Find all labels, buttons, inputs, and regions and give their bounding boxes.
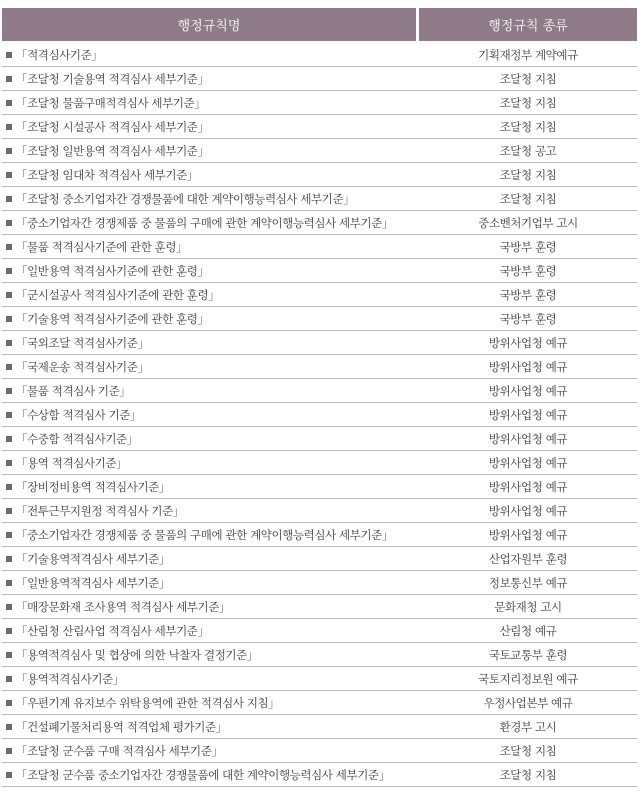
table-row	[2, 163, 637, 187]
regulation-name-cell	[2, 47, 419, 63]
square-bullet-icon	[6, 268, 12, 274]
table-row	[2, 451, 637, 475]
regulation-name: 「우편기계 유지보수 위탁용역에 관한 적격심사 지침」	[16, 695, 280, 710]
square-bullet-icon	[6, 52, 12, 58]
regulation-type: 우정사업본부 예규	[483, 695, 573, 710]
regulation-name: 「조달청 기술용역 적격심사 세부기준」	[16, 71, 209, 86]
regulation-name: 「국제운송 적격심사기준」	[16, 359, 149, 374]
regulation-name: 「일반용역적격심사 세부기준」	[16, 575, 170, 590]
regulation-name-cell	[2, 335, 419, 351]
regulation-name-cell	[2, 455, 419, 471]
regulation-type: 중소벤처기업부 고시	[478, 215, 578, 230]
regulation-type: 국방부 훈령	[499, 311, 557, 326]
square-bullet-icon	[6, 628, 12, 634]
table-row	[2, 283, 637, 307]
table-row	[2, 403, 637, 427]
regulation-name: 「용역적격심사 및 협상에 의한 낙찰자 결정기준」	[16, 647, 258, 662]
regulation-name-cell	[2, 383, 419, 399]
square-bullet-icon	[6, 484, 12, 490]
regulation-type: 산업자원부 훈령	[488, 551, 568, 566]
regulation-name: 「조달청 군수품 중소기업자간 경쟁물품에 대한 계약이행능력심사 세부기준」	[16, 767, 390, 782]
regulation-type: 조달청 지침	[499, 71, 557, 86]
regulation-type: 환경부 고시	[499, 719, 557, 734]
regulation-name: 「적격심사기준」	[16, 47, 103, 62]
table-row	[2, 427, 637, 451]
table-row	[2, 475, 637, 499]
square-bullet-icon	[6, 196, 12, 202]
regulation-name: 「수상함 적격심사 기준」	[16, 407, 142, 422]
table-row	[2, 739, 637, 763]
table-row	[2, 91, 637, 115]
table-row	[2, 43, 637, 67]
square-bullet-icon	[6, 148, 12, 154]
regulation-name-cell	[2, 215, 419, 231]
regulation-type: 방위사업청 예규	[488, 383, 568, 398]
regulation-name: 「조달청 군수품 구매 적격심사 세부기준」	[16, 743, 223, 758]
regulation-type: 방위사업청 예규	[488, 479, 568, 494]
regulation-type: 방위사업청 예규	[488, 431, 568, 446]
regulation-name: 「전투근무지원정 적격심사 기준」	[16, 503, 184, 518]
regulation-type: 조달청 지침	[499, 743, 557, 758]
table-row	[2, 139, 637, 163]
table-row	[2, 571, 637, 595]
square-bullet-icon	[6, 292, 12, 298]
regulation-type: 문화재청 고시	[494, 599, 562, 614]
regulation-name-cell	[2, 719, 419, 735]
regulation-name-cell	[2, 167, 419, 183]
regulation-name-cell	[2, 239, 419, 255]
regulation-name: 「조달청 시설공사 적격심사 세부기준」	[16, 119, 209, 134]
regulation-type: 국방부 훈령	[499, 263, 557, 278]
regulation-name-cell	[2, 623, 419, 639]
regulation-name-cell	[2, 503, 419, 519]
square-bullet-icon	[6, 412, 12, 418]
regulation-type: 국토지리정보원 예규	[478, 671, 578, 686]
square-bullet-icon	[6, 724, 12, 730]
regulation-type: 조달청 공고	[499, 143, 557, 158]
square-bullet-icon	[6, 652, 12, 658]
regulation-type: 조달청 지침	[499, 767, 557, 782]
table-body	[2, 43, 637, 787]
table-row	[2, 307, 637, 331]
table-row	[2, 331, 637, 355]
regulation-name-cell	[2, 575, 419, 591]
regulation-type: 조달청 지침	[499, 167, 557, 182]
table-row	[2, 547, 637, 571]
table-row	[2, 715, 637, 739]
regulation-name: 「기술용역 적격심사기준에 관한 훈령」	[16, 311, 209, 326]
square-bullet-icon	[6, 100, 12, 106]
regulation-type: 조달청 지침	[499, 95, 557, 110]
regulation-name: 「물품 적격심사기준에 관한 훈령」	[16, 239, 188, 254]
regulation-name-cell	[2, 263, 419, 279]
regulation-name-cell	[2, 119, 419, 135]
regulation-name: 「국외조달 적격심사기준」	[16, 335, 149, 350]
regulation-name: 「조달청 물품구매적격심사 세부기준」	[16, 95, 206, 110]
regulation-name: 「기술용역적격심사 세부기준」	[16, 551, 170, 566]
square-bullet-icon	[6, 364, 12, 370]
regulation-type: 정보통신부 예규	[488, 575, 568, 590]
regulation-type: 기획재정부 계약예규	[478, 47, 578, 62]
regulation-name-cell	[2, 143, 419, 159]
regulation-type: 국토교통부 훈령	[488, 647, 568, 662]
regulation-name: 「수중함 적격심사기준」	[16, 431, 138, 446]
regulation-name: 「조달청 일반용역 적격심사 세부기준」	[16, 143, 209, 158]
square-bullet-icon	[6, 748, 12, 754]
square-bullet-icon	[6, 244, 12, 250]
regulation-name-cell	[2, 599, 419, 615]
regulation-name-cell	[2, 407, 419, 423]
square-bullet-icon	[6, 220, 12, 226]
square-bullet-icon	[6, 532, 12, 538]
square-bullet-icon	[6, 508, 12, 514]
square-bullet-icon	[6, 124, 12, 130]
regulation-name: 「중소기업자간 경쟁제품 중 물품의 구매에 관한 계약이행능력심사 세부기준」	[16, 527, 393, 542]
regulation-name-cell	[2, 551, 419, 567]
table-row	[2, 595, 637, 619]
square-bullet-icon	[6, 556, 12, 562]
square-bullet-icon	[6, 76, 12, 82]
square-bullet-icon	[6, 388, 12, 394]
square-bullet-icon	[6, 580, 12, 586]
table-row	[2, 259, 637, 283]
table-row	[2, 523, 637, 547]
table-row	[2, 355, 637, 379]
square-bullet-icon	[6, 772, 12, 778]
table-row	[2, 235, 637, 259]
regulation-name: 「군시설공사 적격심사기준에 관한 훈령」	[16, 287, 220, 302]
table-row	[2, 67, 637, 91]
regulation-name: 「매장문화재 조사용역 적격심사 세부기준」	[16, 599, 231, 614]
regulation-name: 「장비정비용역 적격심사기준」	[16, 479, 170, 494]
table-row	[2, 115, 637, 139]
regulation-name: 「조달청 중소기업자간 경쟁물품에 대한 계약이행능력심사 세부기준」	[16, 191, 355, 206]
table-row	[2, 499, 637, 523]
regulation-name-cell	[2, 431, 419, 447]
square-bullet-icon	[6, 604, 12, 610]
regulation-name-cell	[2, 311, 419, 327]
regulation-type: 방위사업청 예규	[488, 455, 568, 470]
regulation-name-cell	[2, 359, 419, 375]
square-bullet-icon	[6, 436, 12, 442]
regulation-type: 산림청 예규	[499, 623, 557, 638]
regulation-type: 조달청 지침	[499, 119, 557, 134]
regulation-name-cell	[2, 527, 419, 543]
square-bullet-icon	[6, 676, 12, 682]
square-bullet-icon	[6, 172, 12, 178]
regulation-type: 방위사업청 예규	[488, 407, 568, 422]
regulation-table	[2, 8, 637, 787]
regulation-name: 「중소기업자간 경쟁제품 중 물품의 구매에 관한 계약이행능력심사 세부기준」	[16, 215, 393, 230]
table-row	[2, 211, 637, 235]
table-row	[2, 379, 637, 403]
regulation-name: 「산림청 산림사업 적격심사 세부기준」	[16, 623, 209, 638]
table-header	[2, 8, 637, 41]
table-row	[2, 691, 637, 715]
regulation-name: 「용역 적격심사기준」	[16, 455, 128, 470]
regulation-type: 방위사업청 예규	[488, 335, 568, 350]
regulation-type: 방위사업청 예규	[488, 359, 568, 374]
regulation-type: 조달청 지침	[499, 191, 557, 206]
regulation-name-cell	[2, 647, 419, 663]
regulation-name: 「용역적격심사기준」	[16, 671, 124, 686]
table-row	[2, 763, 637, 787]
regulation-name-cell	[2, 695, 419, 711]
regulation-name-cell	[2, 95, 419, 111]
table-row	[2, 643, 637, 667]
header-regulation-type: 행정규칙 종류	[419, 8, 637, 41]
square-bullet-icon	[6, 316, 12, 322]
regulation-name-cell	[2, 479, 419, 495]
header-regulation-name: 행정규칙명	[2, 8, 416, 41]
table-row	[2, 187, 637, 211]
regulation-name: 「물품 적격심사 기준」	[16, 383, 131, 398]
regulation-name: 「일반용역 적격심사기준에 관한 훈령」	[16, 263, 209, 278]
regulation-name: 「건설폐기물처리용역 적격업체 평가기준」	[16, 719, 227, 734]
regulation-type: 방위사업청 예규	[488, 503, 568, 518]
regulation-name-cell	[2, 287, 419, 303]
regulation-type: 국방부 훈령	[499, 287, 557, 302]
table-row	[2, 667, 637, 691]
regulation-type: 국방부 훈령	[499, 239, 557, 254]
regulation-type: 방위사업청 예규	[488, 527, 568, 542]
regulation-name-cell	[2, 191, 419, 207]
square-bullet-icon	[6, 460, 12, 466]
square-bullet-icon	[6, 340, 12, 346]
regulation-name-cell	[2, 671, 419, 687]
regulation-name-cell	[2, 743, 419, 759]
table-row	[2, 619, 637, 643]
regulation-name: 「조달청 임대차 적격심사 세부기준」	[16, 167, 198, 182]
regulation-name-cell	[2, 71, 419, 87]
regulation-name-cell	[2, 767, 419, 783]
square-bullet-icon	[6, 700, 12, 706]
